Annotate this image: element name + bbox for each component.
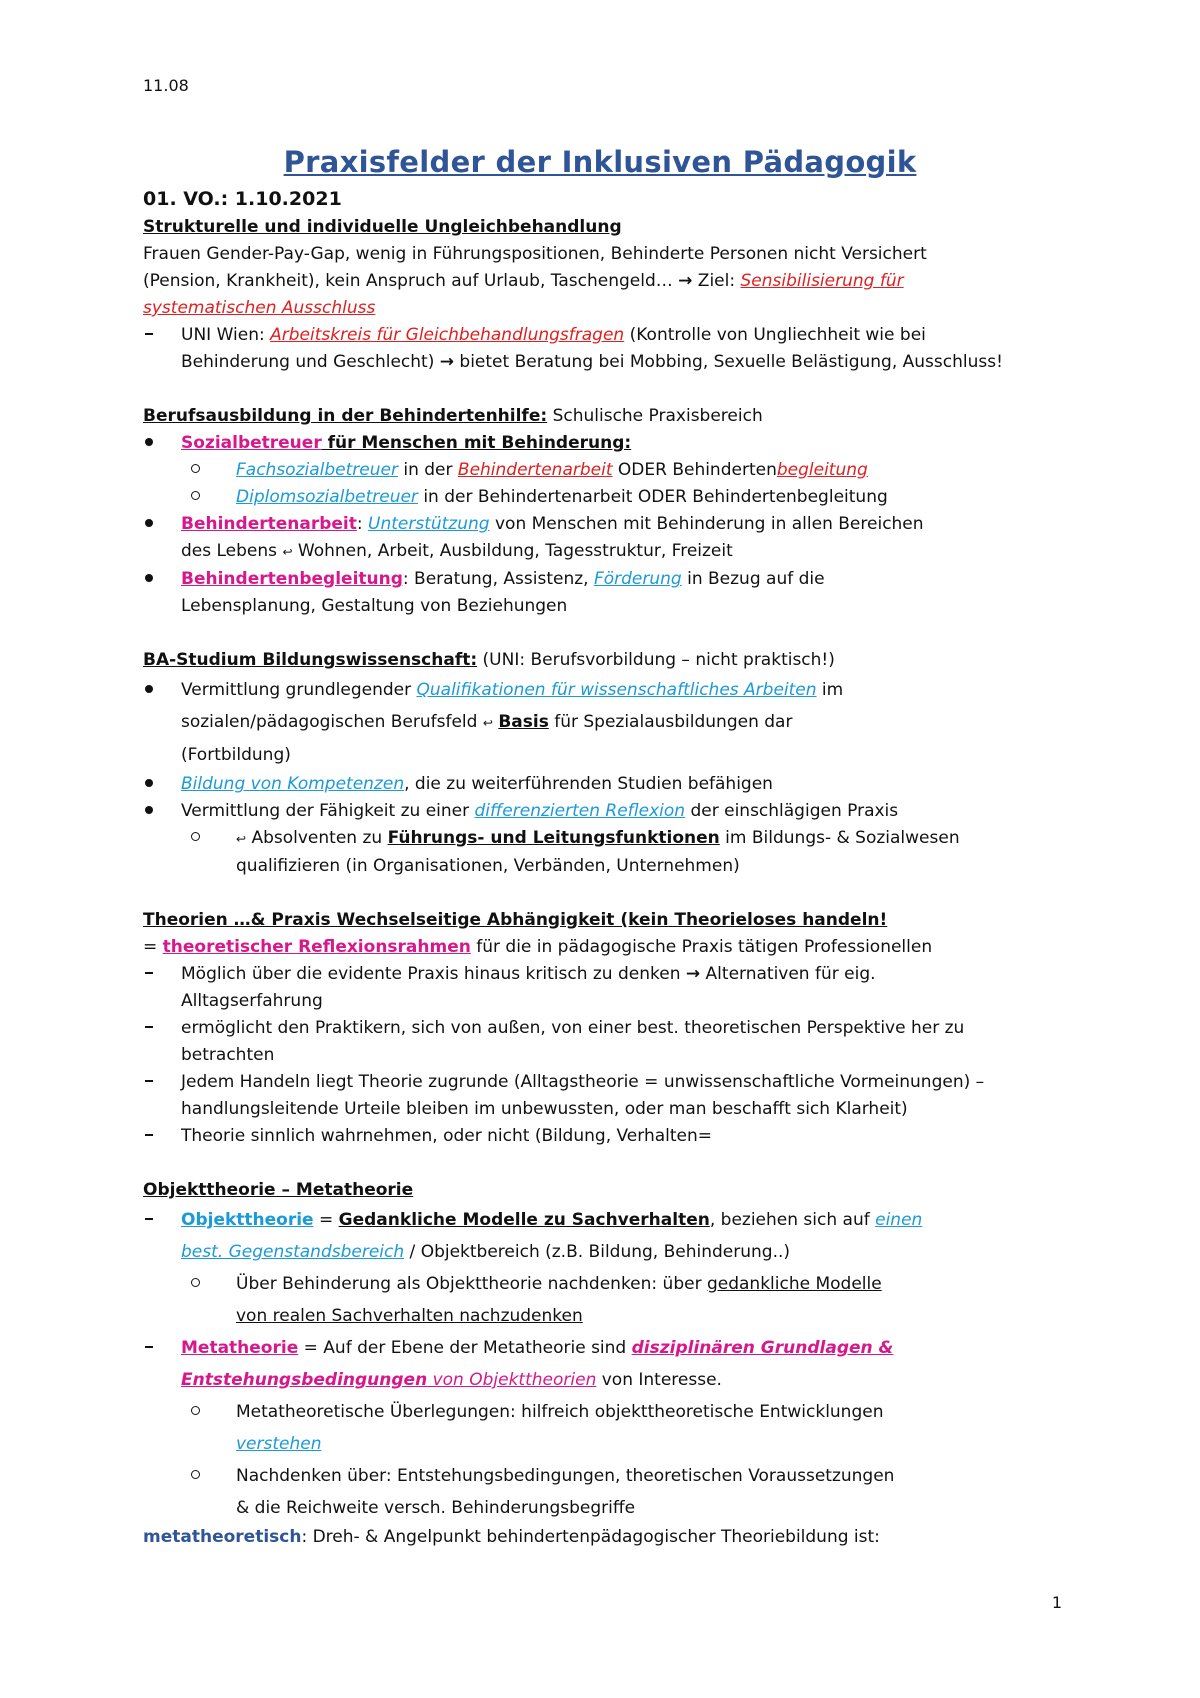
paragraph	[143, 268, 1063, 295]
arrow-right-icon: →	[678, 271, 693, 291]
term: theoretischer Reflexionsrahmen	[162, 937, 471, 957]
list-item	[143, 1204, 1063, 1268]
list-item	[143, 566, 1063, 620]
circle-bullet-icon	[191, 1406, 200, 1415]
text: =	[313, 1210, 339, 1230]
text: Schulische Praxisbereich	[547, 406, 763, 426]
bullet-icon	[145, 519, 153, 527]
text: Nachdenken über: Entstehungsbedingungen, theoretischen Voraussetzungen	[236, 1466, 895, 1486]
circle-bullet-icon	[191, 832, 200, 841]
text: im Bildungs- & Sozialwesen	[719, 828, 960, 848]
dash-bullet-icon	[145, 1134, 153, 1136]
sub-list-item	[143, 1268, 1063, 1332]
text: für Spezialausbildungen dar	[548, 712, 793, 732]
text: =	[143, 937, 163, 957]
term: verstehen	[236, 1434, 322, 1454]
term: metatheoretisch	[143, 1527, 302, 1547]
term: Sozialbetreuer	[181, 433, 322, 453]
dash-bullet-icon	[145, 1080, 153, 1082]
bullet-icon	[145, 574, 153, 582]
text: Frauen Gender-Pay-Gap, wenig in Führungspositionen, Behinderte Personen nicht Versichert	[143, 244, 927, 264]
section-heading-theory-practice: Theorien …& Praxis Wechselseitige Abhängigkeit (kein Theorieloses handeln!	[143, 910, 888, 930]
document-title: Praxisfelder der Inklusiven Pädagogik	[283, 145, 917, 179]
bullet-icon	[145, 806, 153, 814]
section-heading-ba-study	[143, 647, 1063, 674]
text: in der Behindertenarbeit ODER Behindertenbegleitung	[417, 487, 888, 507]
list-item	[143, 961, 1063, 1015]
text: von Interesse.	[596, 1370, 722, 1390]
text: Jedem Handeln liegt Theorie zugrunde (Alltagstheorie = unwissenschaftliche Vormeinungen) –	[181, 1072, 985, 1092]
list-item	[143, 1015, 1063, 1069]
text: im	[816, 680, 844, 700]
term: Unterstützung	[368, 514, 490, 534]
term: Behindertenarbeit	[457, 460, 613, 480]
dash-bullet-icon	[145, 333, 153, 335]
circle-bullet-icon	[191, 491, 200, 500]
underlined-text: gedankliche Modelle	[706, 1274, 882, 1294]
section-heading-inequality: Strukturelle und individuelle Ungleichbehandlung	[143, 217, 622, 237]
paragraph	[143, 934, 1063, 961]
heading-text: Berufsausbildung in der Behindertenhilfe:	[143, 406, 548, 426]
term: Qualifikationen für wissenschaftliches Arbeiten	[416, 680, 817, 700]
text: sozialen/pädagogischen Berufsfeld	[181, 712, 483, 732]
list-item	[143, 1332, 1063, 1396]
text: Wohnen, Arbeit, Ausbildung, Tagesstruktur, Freizeit	[292, 541, 733, 561]
highlight-text: systematischen Ausschluss	[143, 298, 376, 318]
sub-list-item	[143, 1396, 1063, 1460]
text: : Beratung, Assistenz,	[402, 569, 594, 589]
text: bietet Beratung bei Mobbing, Sexuelle Belästigung, Ausschluss!	[454, 352, 1003, 372]
dash-bullet-icon	[145, 972, 153, 974]
sub-list-item	[143, 1460, 1063, 1524]
section-heading-object-meta: Objekttheorie – Metatheorie	[143, 1180, 414, 1200]
circle-bullet-icon	[191, 1470, 200, 1479]
date-header: 11.08	[143, 76, 189, 95]
text: der einschlägigen Praxis	[685, 801, 899, 821]
arrow-right-icon: →	[439, 352, 454, 372]
term: Objekttheorie	[181, 1210, 314, 1230]
text: Theorie sinnlich wahrnehmen, oder nicht (Bildung, Verhalten=	[181, 1126, 713, 1146]
text: / Objektbereich (z.B. Bildung, Behinderung..)	[404, 1242, 791, 1262]
document-body	[143, 184, 1063, 1551]
text: , beziehen sich auf	[709, 1210, 876, 1230]
text: (Pension, Krankheit), kein Anspruch auf Urlaub, Taschengeld…	[143, 271, 679, 291]
highlight-text: Sensibilisierung für	[740, 271, 904, 291]
hook-arrow-icon: ↩	[236, 832, 247, 846]
term: Basis	[498, 712, 549, 732]
text: in der	[397, 460, 458, 480]
text: Alternativen für eig.	[700, 964, 876, 984]
term: Bildung von Kompetenzen	[181, 774, 405, 794]
dash-bullet-icon	[145, 1026, 153, 1028]
bullet-icon	[145, 438, 153, 446]
text: Behinderung und Geschlecht)	[181, 352, 440, 372]
term: begleitung	[776, 460, 868, 480]
heading-text: BA-Studium Bildungswissenschaft:	[143, 650, 478, 670]
term: Förderung	[593, 569, 682, 589]
term: Diplomsozialbetreuer	[236, 487, 418, 507]
text: Ziel:	[692, 271, 741, 291]
circle-bullet-icon	[191, 1278, 200, 1287]
text: Absolventen zu	[246, 828, 388, 848]
text: Möglich über die evidente Praxis hinaus kritisch zu denken	[181, 964, 686, 984]
page-number: 1	[1051, 1593, 1062, 1612]
text: handlungsleitende Urteile bleiben im unbewussten, oder man beschafft sich Klarheit)	[181, 1099, 908, 1119]
term: einen	[875, 1210, 923, 1230]
term: Gedankliche Modelle zu Sachverhalten	[338, 1210, 710, 1230]
text: qualifizieren (in Organisationen, Verbänden, Unternehmen)	[236, 856, 740, 876]
text: ODER Behinderten	[612, 460, 777, 480]
text: Über Behinderung als Objekttheorie nachdenken: über	[236, 1274, 707, 1294]
term: Fachsozialbetreuer	[236, 460, 398, 480]
text: : Dreh- & Angelpunkt behindertenpädagogischer Theoriebildung ist:	[301, 1527, 880, 1547]
highlight-text: Arbeitskreis für Gleichbehandlungsfragen	[270, 325, 625, 345]
list-item	[143, 771, 1063, 798]
list-item	[143, 674, 1063, 771]
sub-list-item	[143, 484, 1063, 511]
hook-arrow-icon: ↩	[482, 716, 493, 730]
term: differenzierten Reflexion	[474, 801, 686, 821]
list-item	[143, 322, 1063, 376]
text: (Fortbildung)	[181, 745, 291, 765]
text: in Bezug auf die	[681, 569, 825, 589]
section-heading-vocational	[143, 403, 1063, 430]
circle-bullet-icon	[191, 464, 200, 473]
text: = Auf der Ebene der Metatheorie sind	[298, 1338, 632, 1358]
paragraph	[143, 241, 1063, 268]
sub-list-item	[143, 457, 1063, 484]
dash-bullet-icon	[145, 1346, 153, 1348]
paragraph	[143, 1524, 1063, 1551]
text: & die Reichweite versch. Behinderungsbegriffe	[236, 1498, 636, 1518]
underlined-text: von realen Sachverhalten nachzudenken	[236, 1306, 583, 1326]
text: betrachten	[181, 1045, 275, 1065]
hook-arrow-icon: ↩	[282, 545, 293, 559]
term: Führungs- und Leitungsfunktionen	[387, 828, 720, 848]
term: Behindertenbegleitung	[181, 569, 403, 589]
bullet-icon	[145, 779, 153, 787]
text: ermöglicht den Praktikern, sich von außen, von einer best. theoretischen Perspektive her zu	[181, 1018, 965, 1038]
list-item	[143, 430, 1063, 457]
list-item	[143, 798, 1063, 825]
term: von Objekttheorien	[427, 1370, 597, 1390]
text: für Menschen mit Behinderung:	[321, 433, 632, 453]
term: best. Gegenstandsbereich	[181, 1242, 405, 1262]
text: , die zu weiterführenden Studien befähigen	[404, 774, 773, 794]
term: Behindertenarbeit	[181, 514, 357, 534]
lecture-heading: 01. VO.: 1.10.2021	[143, 188, 342, 210]
list-item	[143, 1069, 1063, 1123]
text: des Lebens	[181, 541, 283, 561]
text: Lebensplanung, Gestaltung von Beziehungen	[181, 596, 568, 616]
text: Metatheoretische Überlegungen: hilfreich objekttheoretische Entwicklungen	[236, 1402, 884, 1422]
text: Vermittlung grundlegender	[181, 680, 417, 700]
bullet-icon	[145, 685, 153, 693]
dash-bullet-icon	[145, 1218, 153, 1220]
text: von Menschen mit Behinderung in allen Bereichen	[489, 514, 924, 534]
term: Entstehungsbedingungen	[181, 1370, 428, 1390]
text: für die in pädagogische Praxis tätigen Professionellen	[470, 937, 933, 957]
term: Metatheorie	[181, 1338, 299, 1358]
list-item	[143, 511, 1063, 566]
text: UNI Wien:	[181, 325, 271, 345]
text: Alltagserfahrung	[181, 991, 323, 1011]
list-item	[143, 1123, 1063, 1150]
text: Vermittlung der Fähigkeit zu einer	[181, 801, 475, 821]
text: :	[356, 514, 369, 534]
term: disziplinären Grundlagen &	[631, 1338, 894, 1358]
sub-list-item	[143, 825, 1063, 880]
text: (Kontrolle von Ungliechheit wie bei	[624, 325, 926, 345]
text: (UNI: Berufsvorbildung – nicht praktisch!)	[477, 650, 835, 670]
arrow-right-icon: →	[685, 964, 701, 984]
